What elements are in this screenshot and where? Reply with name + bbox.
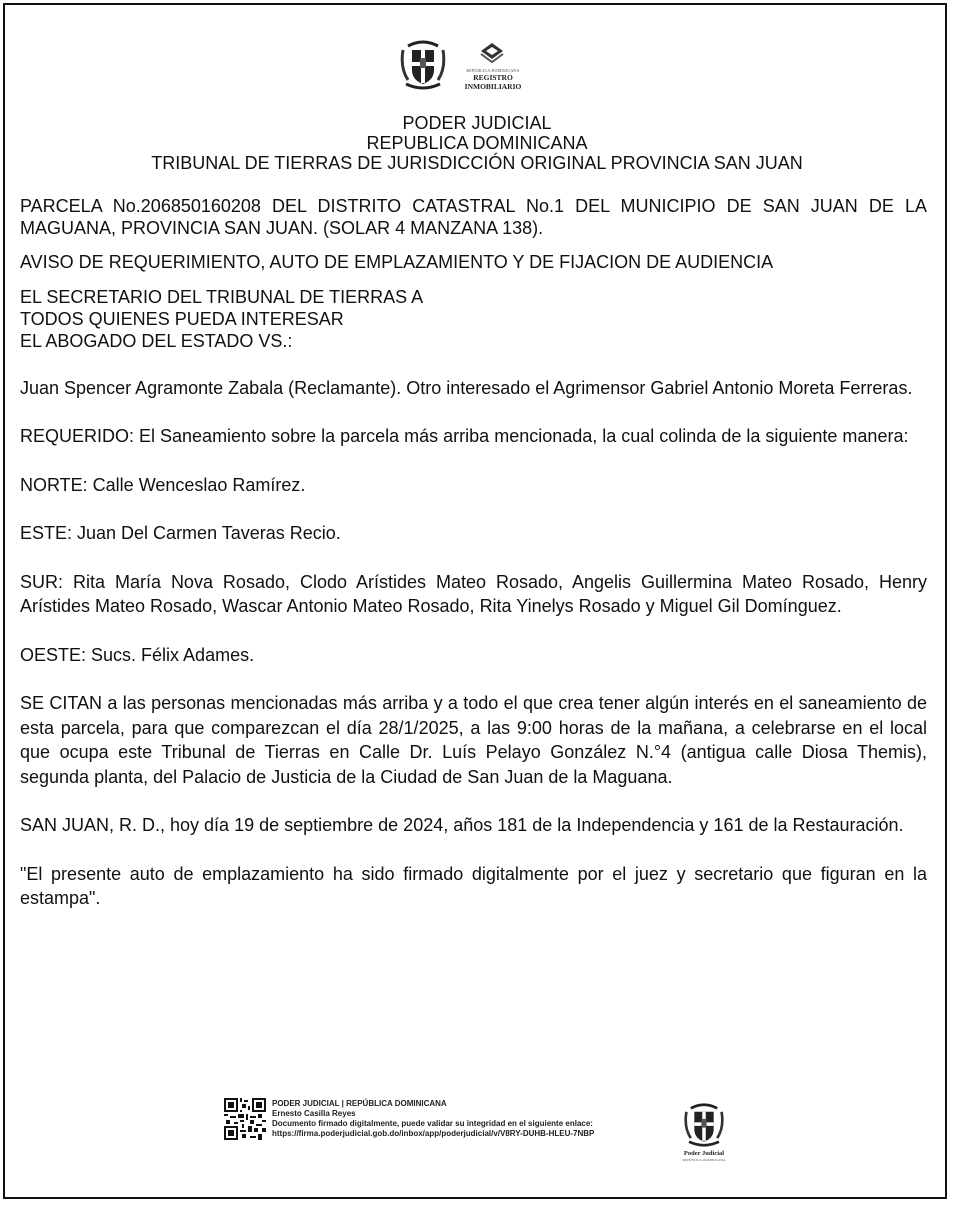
este-boundary: ESTE: Juan Del Carmen Taveras Recio. (20, 523, 341, 543)
secretario-block (20, 286, 927, 352)
seal-institution-name: Poder Judicial (683, 1150, 725, 1157)
aviso-title: AVISO DE REQUERIMIENTO, AUTO DE EMPLAZAMIENTO Y DE FIJACION DE AUDIENCIA (20, 252, 774, 272)
seal-country: REPÚBLICA DOMINICANA (682, 1158, 726, 1162)
secretario-line1: EL SECRETARIO DEL TRIBUNAL DE TIERRAS A (20, 286, 424, 307)
signature-note: Documento firmado digitalmente, puede validar su integridad en el siguiente enlace: (272, 1119, 593, 1128)
reclamante-paragraph: Juan Spencer Agramonte Zabala (Reclamante). Otro interesado el Agrimensor Gabriel Antonio Moreta Ferreras. (20, 377, 913, 398)
fecha-paragraph: SAN JUAN, R. D., hoy día 19 de septiembre de 2024, años 181 de la Independencia y 161 de la Restauración. (20, 815, 904, 835)
registro-name-line2: INMOBILIARIO (464, 82, 522, 91)
coat-of-arms-icon (400, 40, 446, 90)
document-header (0, 113, 954, 173)
registro-inmobiliario-logo-icon (472, 42, 512, 66)
digital-signature-block (0, 1095, 954, 1170)
signer-name: Ernesto Casilla Reyes (272, 1109, 356, 1118)
header-logos (0, 40, 954, 96)
header-institution: PODER JUDICIAL (402, 113, 552, 133)
secretario-line2: TODOS QUIENES PUEDA INTERESAR (20, 308, 344, 329)
norte-boundary: NORTE: Calle Wenceslao Ramírez. (20, 474, 306, 495)
oeste-boundary: OESTE: Sucs. Félix Adames. (20, 644, 255, 665)
parcela-paragraph: PARCELA No.206850160208 DEL DISTRITO CATASTRAL No.1 DEL MUNICIPIO DE SAN JUAN DE LA MAGUANA, PROVINCIA SAN JUAN. (SOLAR 4 MANZANA 138). (20, 196, 927, 238)
registro-country: REPÚBLICA DOMINICANA (466, 68, 520, 73)
registro-name (450, 73, 536, 91)
signature-details (272, 1099, 672, 1139)
citan-paragraph: SE CITAN a las personas mencionadas más arriba y a todo el que crea tener algún interés en el saneamiento de esta parcela, para que comparezcan el día 28/1/2025, a las 9:00 horas de la mañana, a celebrarse en el local que ocupa este Tribunal de Tierras en Calle Dr. Luís Pelayo González N.°4 (antigua calle Diosa Themis), segunda planta, del Palacio de Justicia de la Ciudad de San Juan de la Maguana. (20, 693, 927, 787)
sur-boundary: SUR: Rita María Nova Rosado, Clodo Arístides Mateo Rosado, Angelis Guillermina Mateo Rosado, Henry Arístides Mateo Rosado, Wascar Antonio Mateo Rosado, Rita Yinelys Rosado y Miguel Gil Domínguez. (20, 571, 927, 616)
header-tribunal: TRIBUNAL DE TIERRAS DE JURISDICCIÓN ORIGINAL PROVINCIA SAN JUAN (151, 153, 803, 173)
signature-institution: PODER JUDICIAL | REPÚBLICA DOMINICANA (272, 1099, 447, 1108)
registro-name-line1: REGISTRO (473, 73, 513, 82)
requerido-paragraph: REQUERIDO: El Saneamiento sobre la parcela más arriba mencionada, la cual colinda de la siguiente manera: (20, 426, 909, 446)
header-country: REPUBLICA DOMINICANA (366, 133, 588, 153)
verification-link[interactable]: https://firma.poderjudicial.gob.do/inbox/app/poderjudicial/v/V8RY-DUHB-HLEU-7NBP (272, 1129, 595, 1138)
firma-paragraph: "El presente auto de emplazamiento ha sido firmado digitalmente por el juez y secretario que figuran en la estampa". (20, 863, 927, 908)
poder-judicial-seal-icon (683, 1103, 725, 1147)
qr-code-icon[interactable] (224, 1098, 266, 1140)
document-body (20, 195, 927, 911)
secretario-line3: EL ABOGADO DEL ESTADO VS.: (20, 330, 293, 351)
